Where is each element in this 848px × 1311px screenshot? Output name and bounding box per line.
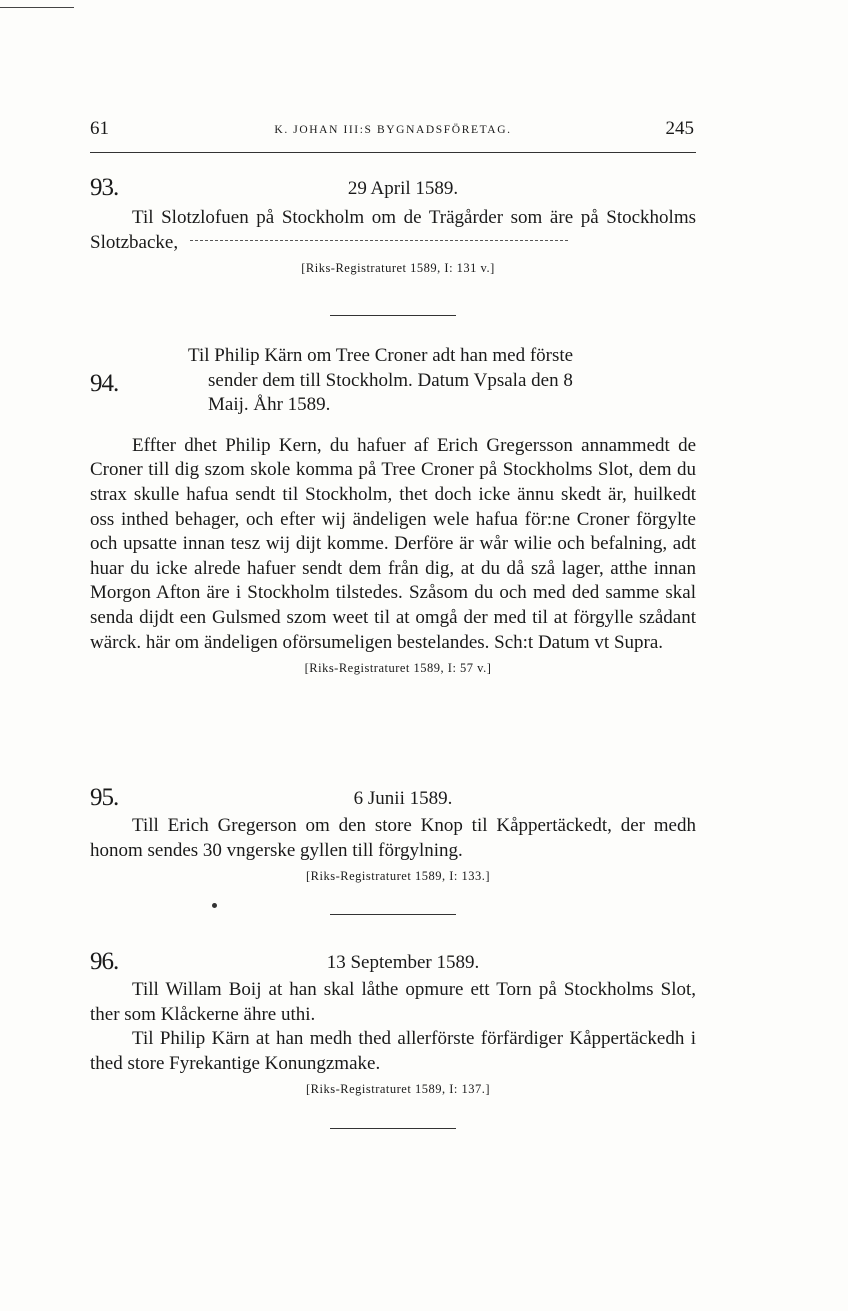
separator-rule: [330, 1128, 456, 1129]
source-citation: [Riks-Registraturet 1589, I: 57 v.]: [304, 661, 492, 676]
separator-rule: [330, 914, 456, 915]
entry-body: Til Slotzlofuen på Stockholm om de Trägårder som äre på Stockholms Slotzbacke,: [90, 207, 696, 253]
entry-95: [90, 784, 696, 884]
entry-date: 13 September 1589.: [326, 952, 480, 973]
header-left-number: 61: [90, 118, 109, 139]
page-number: 245: [665, 118, 694, 139]
entry-body: Till Erich Gregerson om den store Knop til Kåppertäckedt, der medh honom sendes 30 vngerske gyllen till förgylning.: [90, 815, 696, 861]
entry-number: 93.: [90, 174, 119, 201]
source-citation: [Riks-Registraturet 1589, I: 133.]: [306, 869, 490, 884]
entry-date: 6 Junii 1589.: [353, 788, 453, 809]
page: [90, 118, 696, 1097]
top-edge-rule: [0, 7, 74, 8]
entry-94: [90, 344, 696, 676]
dash-leader: [190, 240, 568, 241]
entry-date: 29 April 1589.: [347, 178, 459, 199]
running-title: K. JOHAN III:S BYGNADSFÖRETAG.: [274, 124, 512, 136]
title-line: Maij. Åhr 1589.: [208, 394, 331, 416]
title-line: sender dem till Stockholm. Datum Vpsala den 8: [208, 369, 573, 391]
entry-body-continued: Til Philip Kärn at han medh thed allerförste förfärdiger Kåppertäckedh i thed store Fyrekantige Konungzmake.: [90, 1028, 696, 1074]
entry-number: 95.: [90, 784, 119, 811]
title-line: Til Philip Kärn om Tree Croner adt han med förste: [188, 345, 574, 366]
entry-body: Till Willam Boij at han skal låthe opmure ett Torn på Stockholms Slot, ther som Klåckerne ähre uthi.: [90, 979, 696, 1025]
ink-speck: [212, 903, 217, 908]
page-header: [90, 118, 696, 153]
source-citation: [Riks-Registraturet 1589, I: 131 v.]: [301, 261, 495, 276]
separator-rule: [330, 315, 456, 316]
entry-body: Effter dhet Philip Kern, du hafuer af Erich Gregersson annammedt de Croner till dig szom skole komma på Tree Croner på Stockholms Slot, dem du strax skulle hafua sendt til Stockholm, thet doch icke ännu skedt är, huilkedt oss inthed behager, och efter wij ändeligen wele hafua för:ne Croner förgylte och upsatte innan tesz wij dijt komme. Derföre är wår wilie och befalning, adt huar du icke alrede hafuer sendt dem från dig, at du då szå lager, atthe innan Morgon Afton äre i Stockholm tilstedes. Szåsom du och med ded samme skal senda dijdt een Gulsmed szom weet til at omgå der med til at förgylle szådant wärck. här om ändeligen oförsumeligen bestelandes. Sch:t Datum vt Supra.: [90, 434, 696, 653]
entry-title: [90, 344, 696, 418]
entry-96: [90, 948, 696, 1097]
entry-93: [90, 174, 696, 276]
entry-number: 94.: [90, 370, 119, 397]
entry-number: 96.: [90, 948, 119, 975]
source-citation: [Riks-Registraturet 1589, I: 137.]: [306, 1082, 490, 1097]
